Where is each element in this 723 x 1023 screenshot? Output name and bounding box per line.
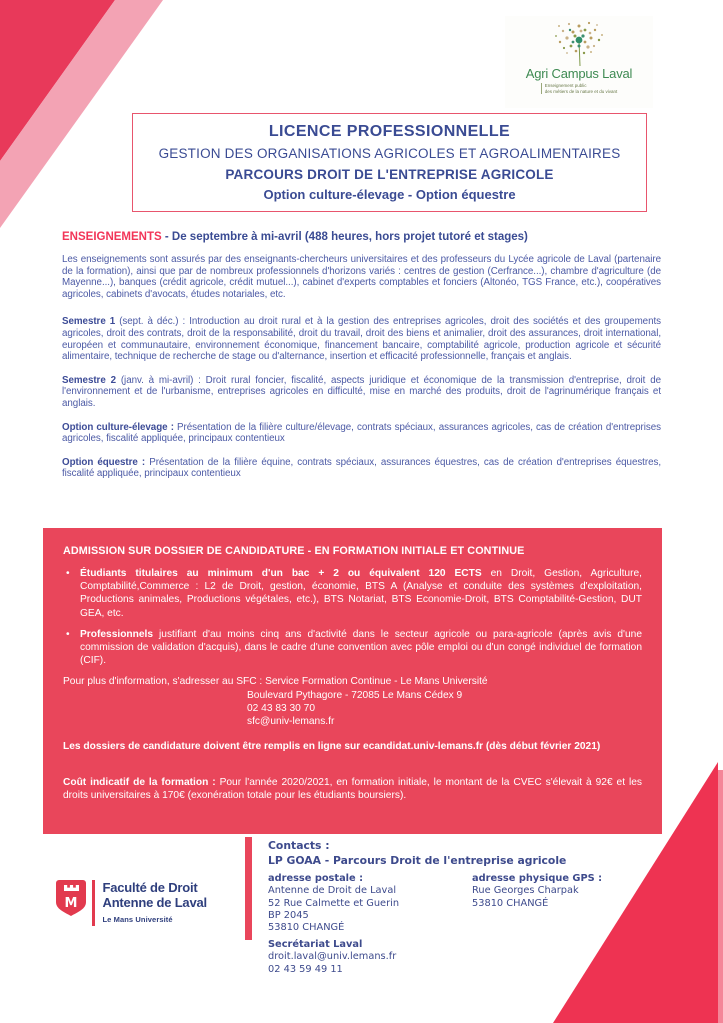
enseignements-heading-suffix: - De septembre à mi-avril (488 heures, hors projet tutoré et stages) <box>161 231 528 243</box>
admission-bullet-students: • Étudiants titulaires au minimum d'un bac + 2 ou équivalent 120 ECTS en Droit, Gestion, Agriculture, Comptabilité,Commerce : L2 de Droit, gestion, économie, BTS A (Analyse et conduite des systèmes d'exploitation, Productions animales, Productions végétales, etc.), BTS Notariat, BTS Economie-Droit, BTS Comptabilité-Gestion, DUT GEA, etc. <box>63 567 642 620</box>
agricampus-logo <box>505 16 653 108</box>
faculty-name-line2: Antenne de Laval <box>102 895 207 910</box>
secretariat-phone: 02 43 59 49 11 <box>268 963 343 975</box>
sfc-phone: 02 43 83 30 70 <box>247 702 315 714</box>
agricampus-title: Agri Campus Laval <box>525 66 633 81</box>
sfc-line: Pour plus d'information, s'adresser au SFC : Service Formation Continue - Le Mans Université <box>63 676 488 688</box>
option-culture-elevage-paragraph: Option culture-élevage : Présentation de la filière culture/élevage, contrats spéciaux, assurances agricoles, cas de création d'entreprises agricoles, fiscalité appliquée, principaux contentieux <box>62 421 661 445</box>
contacts-accent-bar <box>245 837 252 940</box>
logo-divider <box>92 880 95 926</box>
program-subtitle: GESTION DES ORGANISATIONS AGRICOLES ET AGROALIMENTAIRES <box>158 146 621 162</box>
sfc-email: sfc@univ-lemans.fr <box>247 716 335 728</box>
bottom-right-pink-band-shape <box>718 770 723 1023</box>
lemans-shield-icon <box>56 880 86 916</box>
faculty-name-line1: Faculté de Droit <box>102 880 198 895</box>
bullet-icon: • <box>66 628 70 640</box>
admission-bullet-professionals: • Professionnels justifiant d'au moins cinq ans d'activité dans le secteur agricole ou para-agricole (après avis d'une commission de validation d'acquis), dans le cadre d'une convention avec pôle emploi ou d'un congé individuel de formation (CIF). <box>63 628 642 668</box>
admission-title: ADMISSION SUR DOSSIER DE CANDIDATURE - EN FORMATION INITIALE ET CONTINUE <box>63 545 525 557</box>
option-equestre-paragraph: Option équestre : Présentation de la filière équine, contrats spéciaux, assurances équestres, cas de création d'entreprises équestres, fiscalité appliquée, principaux contentieux <box>62 456 661 480</box>
program-options: Option culture-élevage - Option équestre <box>263 186 516 202</box>
gps-address-line: 53810 CHANGÉ <box>472 897 549 909</box>
enseignements-section <box>62 231 661 492</box>
program-title: LICENCE PROFESSIONNELLE <box>268 123 511 141</box>
sfc-contact-block <box>63 675 642 728</box>
postal-address-label: adresse postale : <box>268 872 364 884</box>
dandelion-icon <box>533 18 625 70</box>
gps-address-line: Rue Georges Charpak <box>472 885 579 897</box>
contacts-program: LP GOAA - Parcours Droit de l'entreprise agricole <box>268 854 567 868</box>
agricampus-caption: Enseignement public des métiers de la nature et du vivant <box>541 83 618 94</box>
postal-address-line: 53810 CHANGÉ <box>268 922 345 934</box>
program-track: PARCOURS DROIT DE L'ENTREPRISE AGRICOLE <box>225 166 554 182</box>
cost-paragraph: Coût indicatif de la formation : Pour l'année 2020/2021, en formation initiale, le montant de la CVEC s'élevait à 92€ et les droits universitaires à 170€ (exonération totale pour les étudiants boursiers). <box>63 777 642 802</box>
postal-address-line: 52 Rue Calmette et Guerin <box>268 897 400 909</box>
program-title-box <box>132 113 647 212</box>
semestre1-paragraph: Semestre 1 (sept. à déc.) : Introduction au droit rural et à la gestion des entreprises agricoles, droit des sociétés et des groupements agricoles, droit des contrats, droit de la responsabilité, droit du travail, droit des biens et animalier, droit des assurances, droit international, européen et communautaire, environnement économique, financement bancaire, comptabilité agricole, production agricole et sécurité alimentaire, technique de recherche de stage ou d'alternance, insertion et efficacité professionnelle, français et anglais. <box>62 316 661 363</box>
enseignements-heading <box>62 231 661 243</box>
gps-address-label: adresse physique GPS : <box>472 872 603 884</box>
secretariat-email: droit.laval@univ.lemans.fr <box>268 951 397 963</box>
postal-address-line: Antenne de Droit de Laval <box>268 885 397 897</box>
candidature-notice: Les dossiers de candidature doivent être remplis en ligne sur ecandidat.univ-lemans.fr (dès début février 2021) <box>63 741 601 753</box>
contacts-section <box>268 840 668 976</box>
enseignements-intro-paragraph: Les enseignements sont assurés par des enseignants-chercheurs universitaires et des professeurs du Lycée agricole de Laval (partenaire de la formation), ainsi que par de nombreux professionnels d'horizons variés : centres de gestion (Cerfrance...), chambre d'agriculture (de Mayenne...), banques (crédit agricole, crédit mutuel...), cabinet d'experts comptables et fonciers (Altonéo, TGS France, etc.), coopératives agricoles, cabinets d'avocats, études notariales, etc. <box>62 254 661 300</box>
contacts-heading: Contacts : <box>268 839 330 852</box>
postal-address-line: BP 2045 <box>268 910 309 922</box>
sfc-address: Boulevard Pythagore - 72085 Le Mans Cédex 9 <box>247 689 463 701</box>
postal-address-block <box>268 873 472 935</box>
bullet-icon: • <box>66 568 70 579</box>
secretariat-label: Secrétariat Laval <box>268 938 363 950</box>
faculty-logo <box>56 880 231 926</box>
gps-address-block <box>472 873 662 935</box>
university-name: Le Mans Université <box>102 915 173 924</box>
enseignements-heading-label: ENSEIGNEMENTS <box>62 231 162 243</box>
svg-text:M: M <box>64 896 78 911</box>
admission-box <box>43 528 662 834</box>
semestre2-paragraph: Semestre 2 (janv. à mi-avril) : Droit rural foncier, fiscalité, aspects juridique et économique de la transmission d'entreprise, droit de l'environnement et de l'urbanisme, entreprises agricoles en difficulté, mise en marché des produits, droit de l'agrinumérique français et anglais. <box>62 374 661 409</box>
